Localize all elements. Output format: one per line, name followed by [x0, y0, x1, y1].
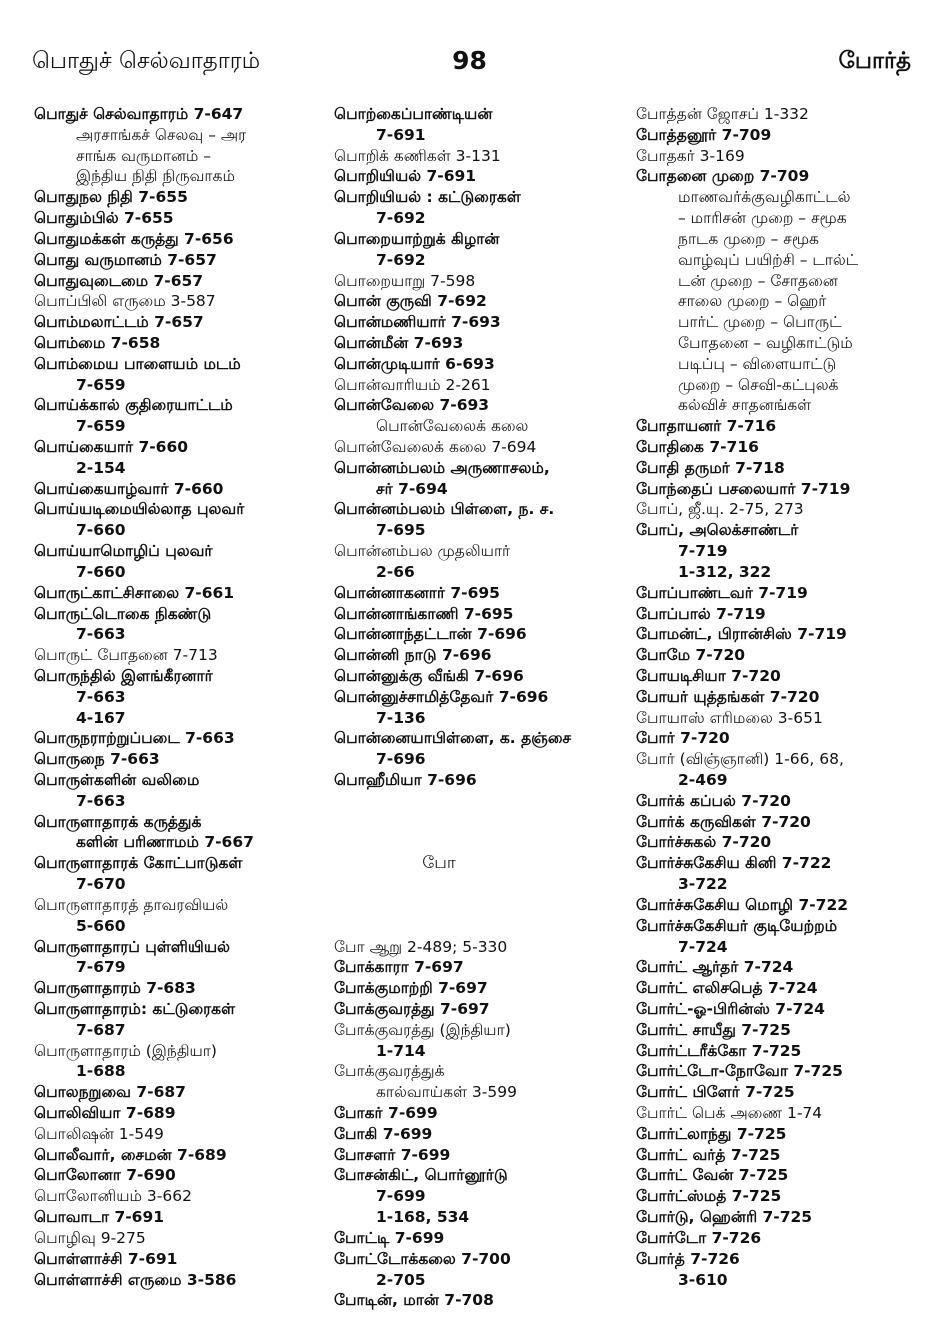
index-entry: போர்ச்சுகேசிய கினி 7-722	[636, 854, 832, 873]
index-entry: வாழ்வுப் பயிற்சி – டால்ட்	[678, 250, 859, 269]
index-entry: பொலிவியா 7-689	[34, 1104, 176, 1122]
index-entry: போக்குவரத்துக்	[334, 1062, 445, 1081]
index-entry: பொருளாதாரக் கருத்துக்	[34, 812, 202, 831]
index-entry: பொலீவார், சைமன் 7-689	[34, 1145, 227, 1164]
index-entry: 7-724	[678, 937, 728, 956]
index-entry: போர்ட் ஆர்தர் 7-724	[636, 958, 794, 977]
index-entry: பொலோனியம் 3-662	[34, 1187, 192, 1206]
index-entry: பொன்னம்பலம் பிள்ளை, ந. ச.	[334, 500, 555, 519]
index-entry: போப், அலெக்சாண்டர்	[636, 521, 799, 540]
index-entry: போர்ட் வர்த் 7-725	[636, 1145, 781, 1164]
index-entry: பொதுச் செல்வாதாரம் 7-647	[34, 105, 244, 123]
index-entry: 7-687	[76, 1020, 126, 1039]
index-entry: – மாரிசன் முறை – சமூக	[678, 209, 847, 228]
index-entry: பொன்னாந்தட்டான் 7-696	[334, 625, 527, 644]
blank-line	[334, 832, 624, 853]
blank-line	[334, 874, 624, 895]
index-entry: போர்ட்-ஓ-பிரின்ஸ் 7-724	[636, 999, 825, 1018]
index-entry: 2-154	[76, 458, 126, 477]
index-entry: பொறிக் கணிகள் 3-131	[334, 146, 501, 165]
index-entry: பார்ட் முறை – பொருட்	[678, 313, 842, 332]
index-entry: பொன்னுக்கு வீங்கி 7-696	[334, 666, 524, 685]
index-entry: போர்த் 7-726	[636, 1249, 740, 1268]
index-entry: நாடக முறை – சமூக	[678, 229, 819, 248]
index-entry: போர்க் கப்பல் 7-720	[636, 791, 791, 810]
index-entry: போர்க் கருவிகள் 7-720	[636, 812, 811, 831]
index-entry: 7-660	[76, 562, 126, 581]
index-entry: போப்பாண்டவர் 7-719	[636, 583, 808, 602]
index-entry: போயடிசியா 7-720	[636, 666, 781, 685]
index-entry: பொதும்பில் 7-655	[34, 209, 174, 228]
index-entry: போத்தன் ஜோசப் 1-332	[636, 105, 809, 123]
index-entry: பொதுவுடைமை 7-657	[34, 271, 204, 290]
index-entry: பொம்மை 7-658	[34, 333, 161, 352]
index-entry: போர்ட் எலிசபெத் 7-724	[636, 979, 818, 998]
index-entry: பொன்வேலைக் கலை 7-694	[334, 438, 537, 456]
index-entry: பொழிவு 9-275	[34, 1228, 146, 1247]
index-entry: போர்டோ 7-726	[636, 1228, 762, 1247]
index-entry: பொன்மணியார் 7-693	[334, 313, 501, 332]
index-entry: போகர் 7-699	[334, 1104, 438, 1122]
index-entry: பொன்னம்பலம் அருணாசலம்,	[334, 458, 550, 477]
running-header-left: பொதுச் செல்வாதாரம்	[32, 48, 261, 74]
index-entry: போக்குமாற்றி 7-697	[334, 979, 488, 998]
index-entry: பொறையாறு 7-598	[334, 271, 476, 290]
index-entry: 7-692	[376, 209, 426, 228]
index-entry: அரசாங்கச் செலவு – அர	[76, 125, 247, 144]
index-entry: 2-66	[376, 562, 415, 581]
index-entry: பொன்னாகனார் 7-695	[334, 583, 500, 602]
index-entry: போர்ச்சுகல் 7-720	[636, 833, 772, 852]
index-entry: 3-722	[678, 875, 728, 894]
index-entry: பொருளாதாரம் 7-683	[34, 979, 196, 998]
index-entry: போக்குவரத்து 7-697	[334, 999, 490, 1018]
index-entry: 7-719	[678, 542, 728, 561]
index-entry: 5-660	[76, 916, 126, 935]
index-entry: போப்பால் 7-719	[636, 604, 766, 623]
index-entry: போதனை – வழிகாட்டும்	[678, 333, 853, 352]
index-column-2	[334, 104, 624, 1311]
index-entry: போயாஸ் எரிமலை 3-651	[636, 708, 823, 727]
index-entry: டன் முறை – சோதனை	[678, 271, 838, 290]
index-entry: பொன்முடியார் 6-693	[334, 354, 495, 373]
index-entry: போக்காரா 7-697	[334, 958, 464, 977]
index-entry: பொருட் போதனை 7-713	[34, 646, 218, 665]
index-entry: பொன்னுச்சாமித்தேவர் 7-696	[334, 687, 549, 706]
section-heading: போ	[422, 853, 456, 874]
index-entry: பொள்ளாச்சி எருமை 3-586	[34, 1270, 237, 1289]
index-entry: பொருளாதாரத் தாவரவியல்	[34, 895, 229, 914]
index-entry: போர்ச்சுகேசியர் குடியேற்றம்	[636, 916, 838, 935]
index-entry: 7-695	[376, 521, 426, 540]
index-entry: பொன்வாரியம் 2-261	[334, 375, 491, 394]
index-entry: பொறியியல் : கட்டுரைகள்	[334, 188, 521, 207]
index-entry: பொருள்களின் வலிமை	[34, 771, 200, 789]
index-entry: போட்டோக்கலை 7-700	[334, 1249, 511, 1268]
index-entry: போட்டி 7-699	[334, 1228, 445, 1247]
index-entry: பொருட்டொகை நிகண்டு	[34, 604, 212, 623]
index-entry: பொருளாதாரம் (இந்தியா)	[34, 1041, 217, 1060]
index-entry: 7-663	[76, 687, 126, 706]
index-entry: போசன்கிட், பொர்னூர்டு	[334, 1166, 508, 1185]
index-entry: போதாயனர் 7-716	[636, 417, 777, 436]
index-entry: 7-659	[76, 417, 126, 436]
index-entry: போர்டு, ஹென்ரி 7-725	[636, 1208, 813, 1227]
index-entry: பொய்க்கால் குதிரையாட்டம்	[34, 396, 233, 415]
index-entry: போர்ட் பிளேர் 7-725	[636, 1083, 795, 1102]
index-entry: கல்விச் சாதனங்கள்	[678, 396, 812, 415]
index-entry: பொவாடா 7-691	[34, 1208, 165, 1227]
blank-line	[334, 791, 624, 812]
index-entry: 1-714	[376, 1041, 426, 1060]
page-number: 98	[452, 46, 487, 75]
index-entry: 7-692	[376, 250, 426, 269]
index-entry: மாணவர்க்குவழிகாட்டல்	[678, 188, 851, 207]
index-entry: 7-660	[76, 521, 126, 540]
index-entry: 7-136	[376, 708, 426, 727]
index-entry: பொம்மைய பாளையம் மடம்	[34, 354, 241, 373]
index-entry: போசளர் 7-699	[334, 1145, 451, 1164]
index-entry: போர்ட் சாயீது 7-725	[636, 1020, 791, 1039]
index-entry: போத்தனூர் 7-709	[636, 125, 772, 144]
index-entry: பொருநை 7-663	[34, 750, 160, 769]
index-entry: போர்ட்லாந்து 7-725	[636, 1124, 787, 1143]
index-entry: 1-168, 534	[376, 1208, 470, 1227]
index-entry: போடின், மான் 7-708	[334, 1291, 494, 1310]
index-entry: போகி 7-699	[334, 1124, 433, 1143]
index-entry: பொன்மீன் 7-693	[334, 333, 464, 352]
index-entry: பொலநறுவை 7-687	[34, 1083, 186, 1102]
index-entry: பொப்பிலி எருமை 3-587	[34, 292, 216, 311]
index-entry: 3-610	[678, 1270, 728, 1289]
index-entry: பொன்னாங்காணி 7-695	[334, 604, 514, 623]
index-entry: கால்வாய்கள் 3-599	[376, 1083, 517, 1102]
index-entry: 2-469	[678, 771, 728, 789]
index-entry: பொய்யடிமையில்லாத புலவர்	[34, 500, 245, 519]
index-entry: போர்ச்சுகேசிய மொழி 7-722	[636, 895, 849, 914]
index-entry: போக்குவரத்து (இந்தியா)	[334, 1020, 511, 1039]
index-entry: 7-670	[76, 875, 126, 894]
index-entry: பொறியியல் 7-691	[334, 167, 477, 186]
index-entry: பொது வருமானம் 7-657	[34, 250, 217, 269]
index-entry: போதி தருமர் 7-718	[636, 458, 785, 477]
index-entry: 2-705	[376, 1270, 426, 1289]
index-entry: பொன்வேலைக் கலை	[376, 417, 529, 436]
index-entry: பொலிஷன் 1-549	[34, 1124, 164, 1143]
index-entry: 7-691	[376, 125, 426, 144]
index-column-3	[636, 104, 932, 1290]
index-entry: பொற்கைப்பாண்டியன்	[334, 105, 493, 123]
index-entry: போதனை முறை 7-709	[636, 167, 810, 186]
index-entry: பொறையாற்றுக் கிழான்	[334, 229, 500, 248]
index-entry: போர் (விஞ்ஞானி) 1-66, 68,	[636, 750, 844, 769]
index-entry: 1-688	[76, 1062, 126, 1081]
index-entry: 4-167	[76, 708, 126, 727]
index-entry: 7-696	[376, 750, 426, 769]
index-entry: பொய்கையார் 7-660	[34, 438, 189, 456]
index-entry: பொஹீமியா 7-696	[334, 771, 477, 789]
index-entry: பொன்வேலை 7-693	[334, 396, 490, 415]
index-entry: 7-699	[376, 1187, 426, 1206]
index-entry: போர்ட்டரீக்கோ 7-725	[636, 1041, 802, 1060]
index-entry: 7-679	[76, 958, 126, 977]
index-entry: பொதுமக்கள் கருத்து 7-656	[34, 229, 234, 248]
index-entry: பொள்ளாச்சி 7-691	[34, 1249, 178, 1268]
index-entry: பொய்கையாழ்வார் 7-660	[34, 479, 224, 498]
index-entry: போ ஆறு 2-489; 5-330	[334, 937, 508, 956]
index-entry: பொருளாதாரப் புள்ளியியல்	[34, 937, 230, 956]
index-entry: பொதுநல நிதி 7-655	[34, 188, 188, 207]
index-entry: போதிகை 7-716	[636, 438, 759, 456]
index-entry: பொருட்காட்சிசாலை 7-661	[34, 583, 235, 602]
index-entry: பொலோனா 7-690	[34, 1166, 176, 1185]
index-column-1	[34, 104, 324, 1290]
index-entry: போந்தைப் பசலையார் 7-719	[636, 479, 851, 498]
index-entry: பொன்னி நாடு 7-696	[334, 646, 492, 665]
index-entry: முறை – செவி-கட்புலக்	[678, 375, 839, 394]
index-entry: களின் பரிணாமம் 7-667	[76, 833, 254, 852]
index-entry: போர்ட்ஸ்மத் 7-725	[636, 1187, 782, 1206]
index-entry: இந்திய நிதி நிருவாகம்	[76, 167, 235, 186]
index-entry: போயர் யுத்தங்கள் 7-720	[636, 687, 820, 706]
index-entry: சாங்க வருமானம் –	[76, 146, 212, 165]
index-entry: சாலை முறை – ஹெர்	[678, 292, 827, 311]
index-entry: 7-659	[76, 375, 126, 394]
index-entry: பொன் குருவி 7-692	[334, 292, 487, 311]
running-header-right: போர்த்	[838, 48, 911, 74]
index-entry: 1-312, 322	[678, 562, 772, 581]
index-entry: போர்ட் பெக் அணை 1-74	[636, 1104, 823, 1122]
index-entry: பொம்மலாட்டம் 7-657	[34, 313, 204, 332]
index-entry: 7-663	[76, 791, 126, 810]
index-entry: போமே 7-720	[636, 646, 746, 665]
blank-line	[334, 916, 624, 937]
index-entry: போப், ஜீ.யு. 2-75, 273	[636, 500, 804, 519]
index-entry: போர் 7-720	[636, 729, 730, 748]
index-entry: பொன்னையாபிள்ளை, க. தஞ்சை	[334, 729, 572, 748]
blank-line	[334, 812, 624, 833]
index-entry: சர் 7-694	[376, 479, 448, 498]
index-entry: போர்ட்டோ-நோவோ 7-725	[636, 1062, 843, 1081]
index-entry: பொருந்தில் இளங்கீரனார்	[34, 666, 213, 685]
index-entry: பொருநராற்றுப்படை 7-663	[34, 729, 235, 748]
index-entry: பொருளாதாரம்: கட்டுரைகள்	[34, 999, 236, 1018]
index-entry: படிப்பு – விளையாட்டு	[678, 354, 837, 373]
index-entry: போதகர் 3-169	[636, 146, 745, 165]
index-entry: போமன்ட், பிரான்சிஸ் 7-719	[636, 625, 847, 644]
index-entry: பொய்யாமொழிப் புலவர்	[34, 542, 213, 561]
index-entry: 7-663	[76, 625, 126, 644]
index-entry: போர்ட் வேன் 7-725	[636, 1166, 789, 1185]
index-entry: பொன்னம்பல முதலியார்	[334, 542, 511, 561]
blank-line	[334, 895, 624, 916]
index-entry: பொருளாதாரக் கோட்பாடுகள்	[34, 854, 243, 873]
